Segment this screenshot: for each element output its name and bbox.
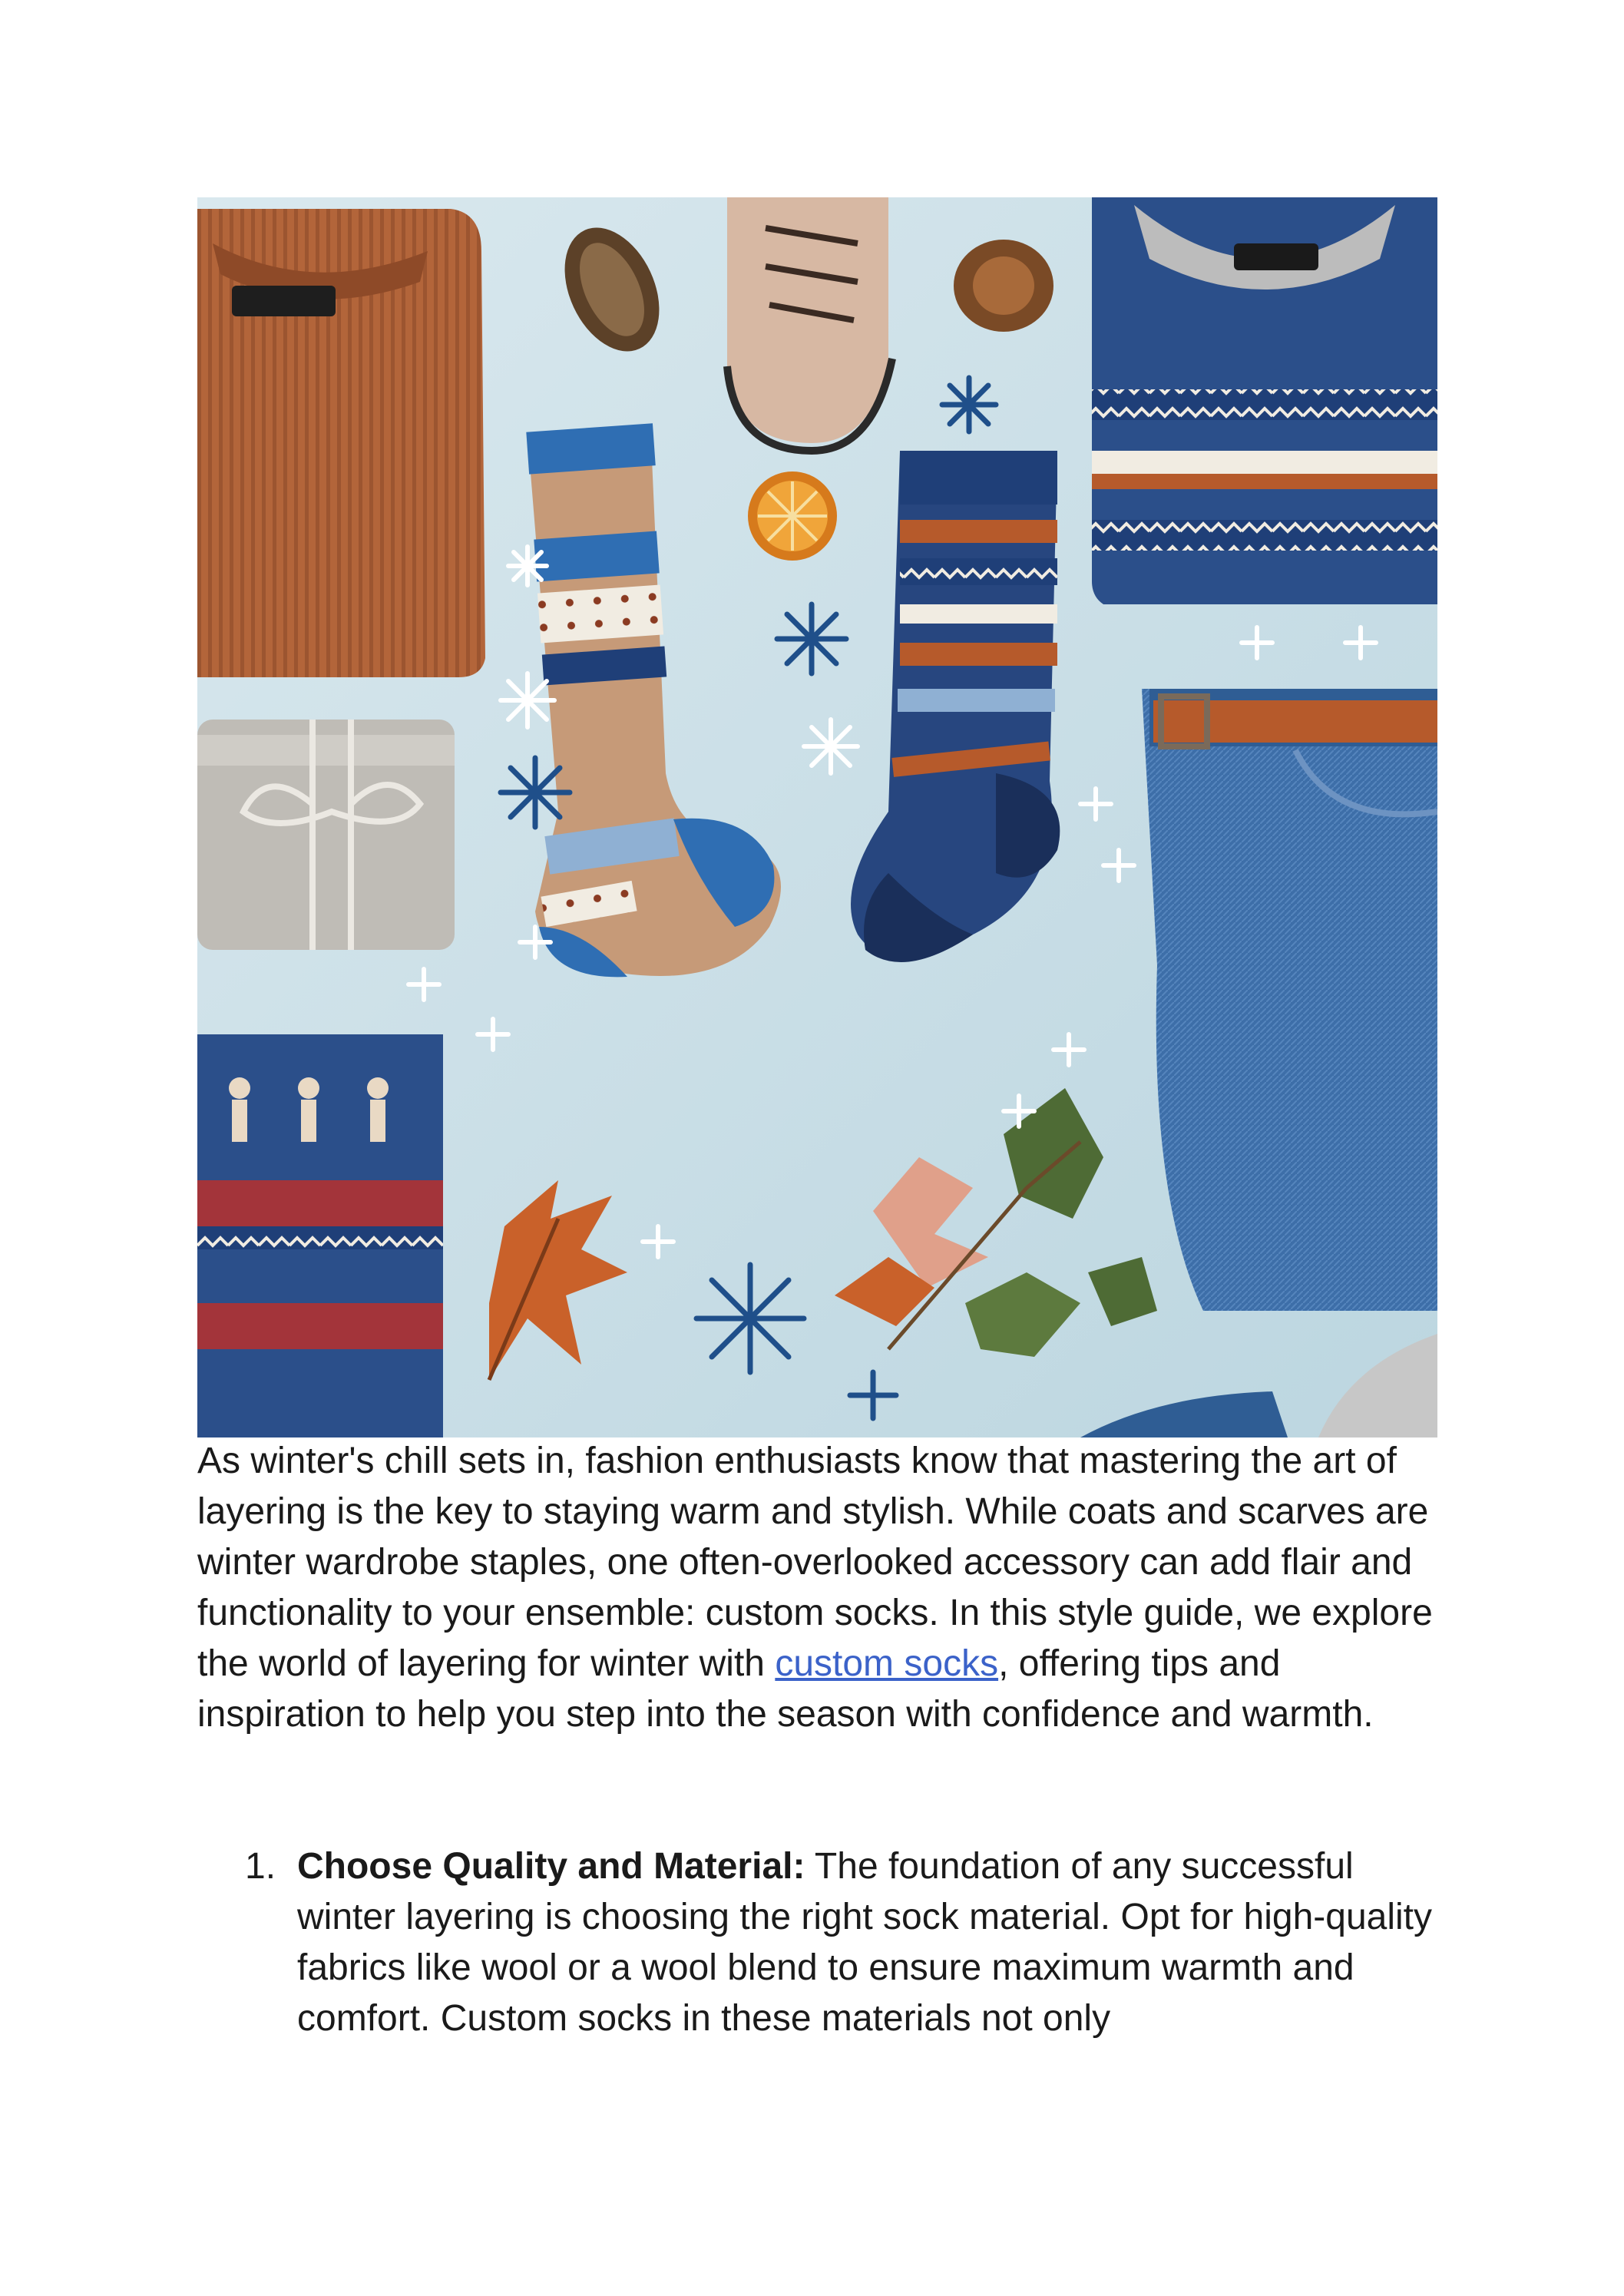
list-item-number: 1. <box>245 1846 276 1887</box>
intro-text-start: As winter's chill sets in, fashion enthusiasts know that mastering the art of layering is the key to staying warm and stylish. While coats and scarves are winter wardrobe staples, one often-overlooked accessory can add flair and functionality to your ensemble: custom socks. In this style guide, we explore the world of layering for winter with <box>197 1441 1433 1684</box>
grey-gift-bundle <box>197 720 455 950</box>
patterned-sweater-bottom <box>197 1034 443 1437</box>
list-item-body: The foundation of any successful winter layering is choosing the right sock material. Opt for high-quality fabrics like wool or a wool blend to ensure maximum warmth and comfort. Custom socks in these materials not only <box>297 1846 1433 2039</box>
winter-clothing-flatlay-image <box>197 197 1437 1437</box>
denim-jeans <box>1142 689 1437 1311</box>
flatlay-illustration <box>197 197 1437 1437</box>
intro-text-end: , offering tips and inspiration to help you step into the season with confidence and warmth. <box>197 1643 1374 1735</box>
fair-isle-sweater <box>1092 197 1437 604</box>
tips-list <box>197 1841 1437 2044</box>
orange-slice <box>748 471 837 561</box>
rust-sweater <box>197 209 485 677</box>
pine-cone-right <box>954 240 1053 332</box>
intro-paragraph <box>197 1436 1437 1740</box>
list-item-title: Choose Quality and Material: <box>297 1846 805 1887</box>
suede-shoe <box>727 197 892 451</box>
custom-socks-link[interactable]: custom socks <box>775 1643 999 1684</box>
list-item <box>197 1841 1437 2044</box>
